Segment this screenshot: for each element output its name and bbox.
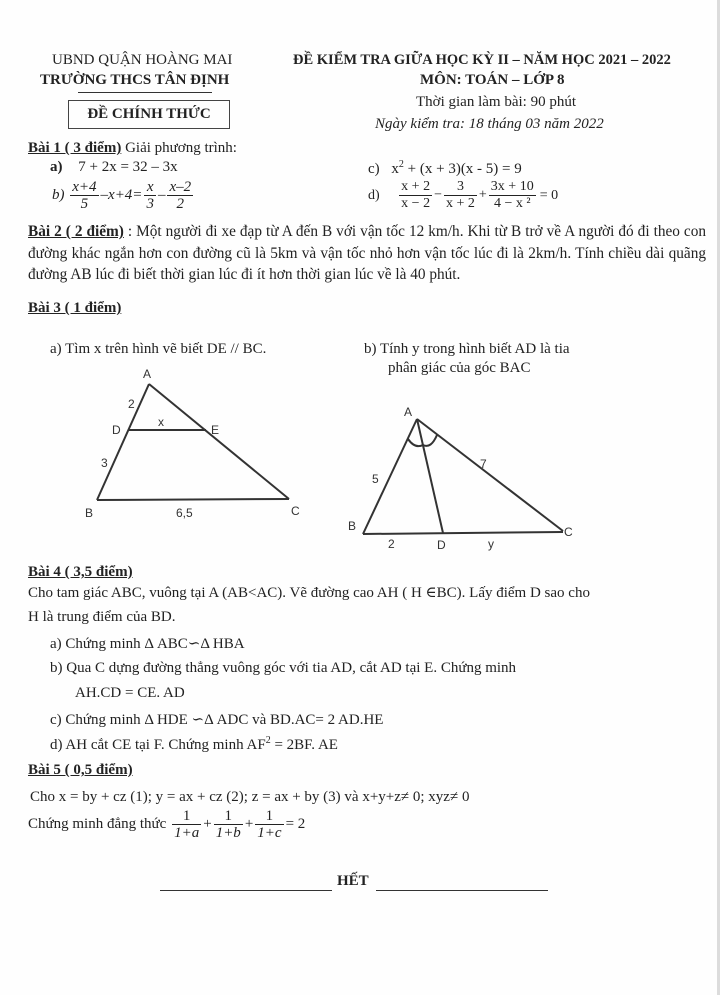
bai1-b [52,179,195,212]
bai2-text: : Một người đi xe đạp từ A đến B với vận tốc 12 km/h. Khi từ B trở về A người đó đi theo con đường khác ngắn hơn con đường cũ là 5km và vận tốc nhỏ hơn vận tốc lúc đi là 2km/h. Tính chiều dài quãng đường AB lúc đi biết thời gian lúc đi ít hơn thời gian lúc về là 40 phút. [28,223,706,283]
bai4-title: Bài 4 ( 3,5 điểm) [28,564,133,580]
right-hand-side: = 0 [539,187,559,203]
plus-sign: + [203,816,212,832]
plus-sign: + [244,816,254,832]
end-label: HẾT [337,873,369,889]
denominator: x − 2 [401,196,431,211]
school-underline [78,92,212,93]
denominator: 5 [80,196,89,212]
bai4-b-2: AH.CD = CE. AD [75,685,185,701]
bai1-a-label: a) [50,159,63,175]
fraction [399,179,432,212]
official-badge: ĐỀ CHÍNH THỨC [68,100,230,129]
fraction [255,808,283,841]
length-bd: 2 [388,537,395,551]
denominator: 4 − x ² [493,196,531,211]
bai1-intro: Giải phương trình: [125,140,237,156]
numerator: x+4 [72,179,97,195]
numerator: 1 [172,808,201,825]
bai2-title: Bài 2 ( 2 điểm) [28,223,124,240]
numerator: 3 [444,179,477,196]
bai1-b-label: b) [52,187,65,203]
operator: − [434,187,442,203]
fraction [172,808,201,841]
numerator: x–2 [169,179,192,195]
subject: MÔN: TOÁN – LỚP 8 [420,72,565,88]
bai5-line2 [28,808,305,841]
fraction [167,179,193,212]
label-b: B [85,506,94,520]
district-name: UBND QUẬN HOÀNG MAI [52,52,233,68]
bai1-c-rest: + (x + 3)(x - 5) = 9 [403,161,522,177]
footer-line-right [376,890,548,891]
footer-line-left [160,890,332,891]
length-dc: y [488,537,494,551]
label-a: A [143,367,152,381]
label-e: E [211,423,220,437]
bai1-c-label: c) [368,161,380,177]
side-bc [97,499,289,500]
denominator: x + 2 [445,196,475,211]
bai1-heading [28,140,237,157]
length-ad: 2 [128,397,135,411]
bai1-title: Bài 1 ( 3 điểm) [28,140,122,156]
denominator: 2 [176,196,185,212]
bai5-line1: Cho x = by + cz (1); y = ax + cz (2); z = ax + by (3) và x+y+z≠ 0; xyz≠ 0 [30,789,470,805]
bai4-a: a) Chứng minh Δ ABC∽Δ HBA [50,636,245,652]
bai3-title: Bài 3 ( 1 điểm) [28,300,122,316]
minus-sign: – [157,187,166,203]
bai5-title: Bài 5 ( 0,5 điểm) [28,762,133,778]
bai4-intro-1: Cho tam giác ABC, vuông tại A (AB<AC). Vẽ đường cao AH ( H ∈BC). Lấy điểm D sao cho [28,585,590,601]
bai1-c [368,159,522,178]
label-c: C [564,525,573,539]
right-hand-side: = 2 [285,816,306,832]
figure-triangle-angle-bisector [330,395,590,555]
bai1-a-equation: 7 + 2x = 32 – 3x [78,159,178,175]
bai1-c-exponent: 2 [398,159,404,170]
bai3-b-text-1: b) Tính y trong hình biết AD là tia [364,341,570,357]
length-ac: 7 [480,457,487,471]
label-b: B [348,519,357,533]
label-c: C [291,504,300,518]
numerator: 1 [214,808,243,825]
bai1-d [368,179,558,212]
bai4-b-1: b) Qua C dựng đường thẳng vuông góc với tia AD, cắt AD tại E. Chứng minh [50,660,517,676]
figure-triangle-de-parallel-bc [80,360,320,530]
fraction [144,179,156,212]
bai1-b-middle: –x+4= [100,187,143,203]
denominator: 3 [146,196,154,212]
angle-mark-left [408,439,423,446]
denominator: 1+c [257,825,282,841]
exam-title: ĐỀ KIỂM TRA GIỮA HỌC KỲ II – NĂM HỌC 2021 – 2022 [293,52,671,68]
numerator: x + 2 [401,179,431,194]
fraction [214,808,243,841]
bai4-c: c) Chứng minh Δ HDE ∽Δ ADC và BD.AC= 2 AD.HE [50,712,384,728]
denominator: 1+a [174,825,200,841]
numerator: x [144,179,156,196]
length-bc: 6,5 [176,506,193,520]
operator: + [478,187,487,203]
label-d: D [112,423,121,437]
fraction [70,179,98,212]
bai4-d-rest: = 2BF. AE [270,737,338,753]
angle-mark-right [423,435,437,446]
bai1-c-x: x [391,161,399,177]
fraction [489,179,536,212]
bai4-d [50,735,338,754]
numerator: 1 [255,808,283,825]
duration: Thời gian làm bài: 90 phút [416,94,576,110]
side-ac [149,384,289,499]
length-db: 3 [101,456,108,470]
bai5-prove-label: Chứng minh đẳng thức [28,816,167,832]
bai4-d-exponent: 2 [265,735,271,746]
bai1-d-label: d) [368,187,380,203]
numerator: 3x + 10 [490,179,534,194]
denominator: 1+b [215,825,241,841]
side-ab [97,384,149,500]
bai3-b-text-2: phân giác của góc BAC [388,360,531,376]
length-ab: 5 [372,472,379,486]
bai3-a-text: a) Tìm x trên hình vẽ biết DE // BC. [50,341,267,357]
label-d: D [437,538,446,552]
bai4-d-text: d) AH cắt CE tại F. Chứng minh AF [50,737,266,753]
school-name: TRƯỜNG THCS TÂN ĐỊNH [40,72,230,88]
bai4-intro-2: H là trung điểm của BD. [28,609,176,625]
label-a: A [404,405,413,419]
bai2-paragraph [28,221,706,286]
bai1-a [50,159,178,176]
side-bc [363,532,563,534]
exam-date: Ngày kiểm tra: 18 tháng 03 năm 2022 [375,116,604,132]
length-de: x [158,415,164,429]
fraction [444,179,477,212]
